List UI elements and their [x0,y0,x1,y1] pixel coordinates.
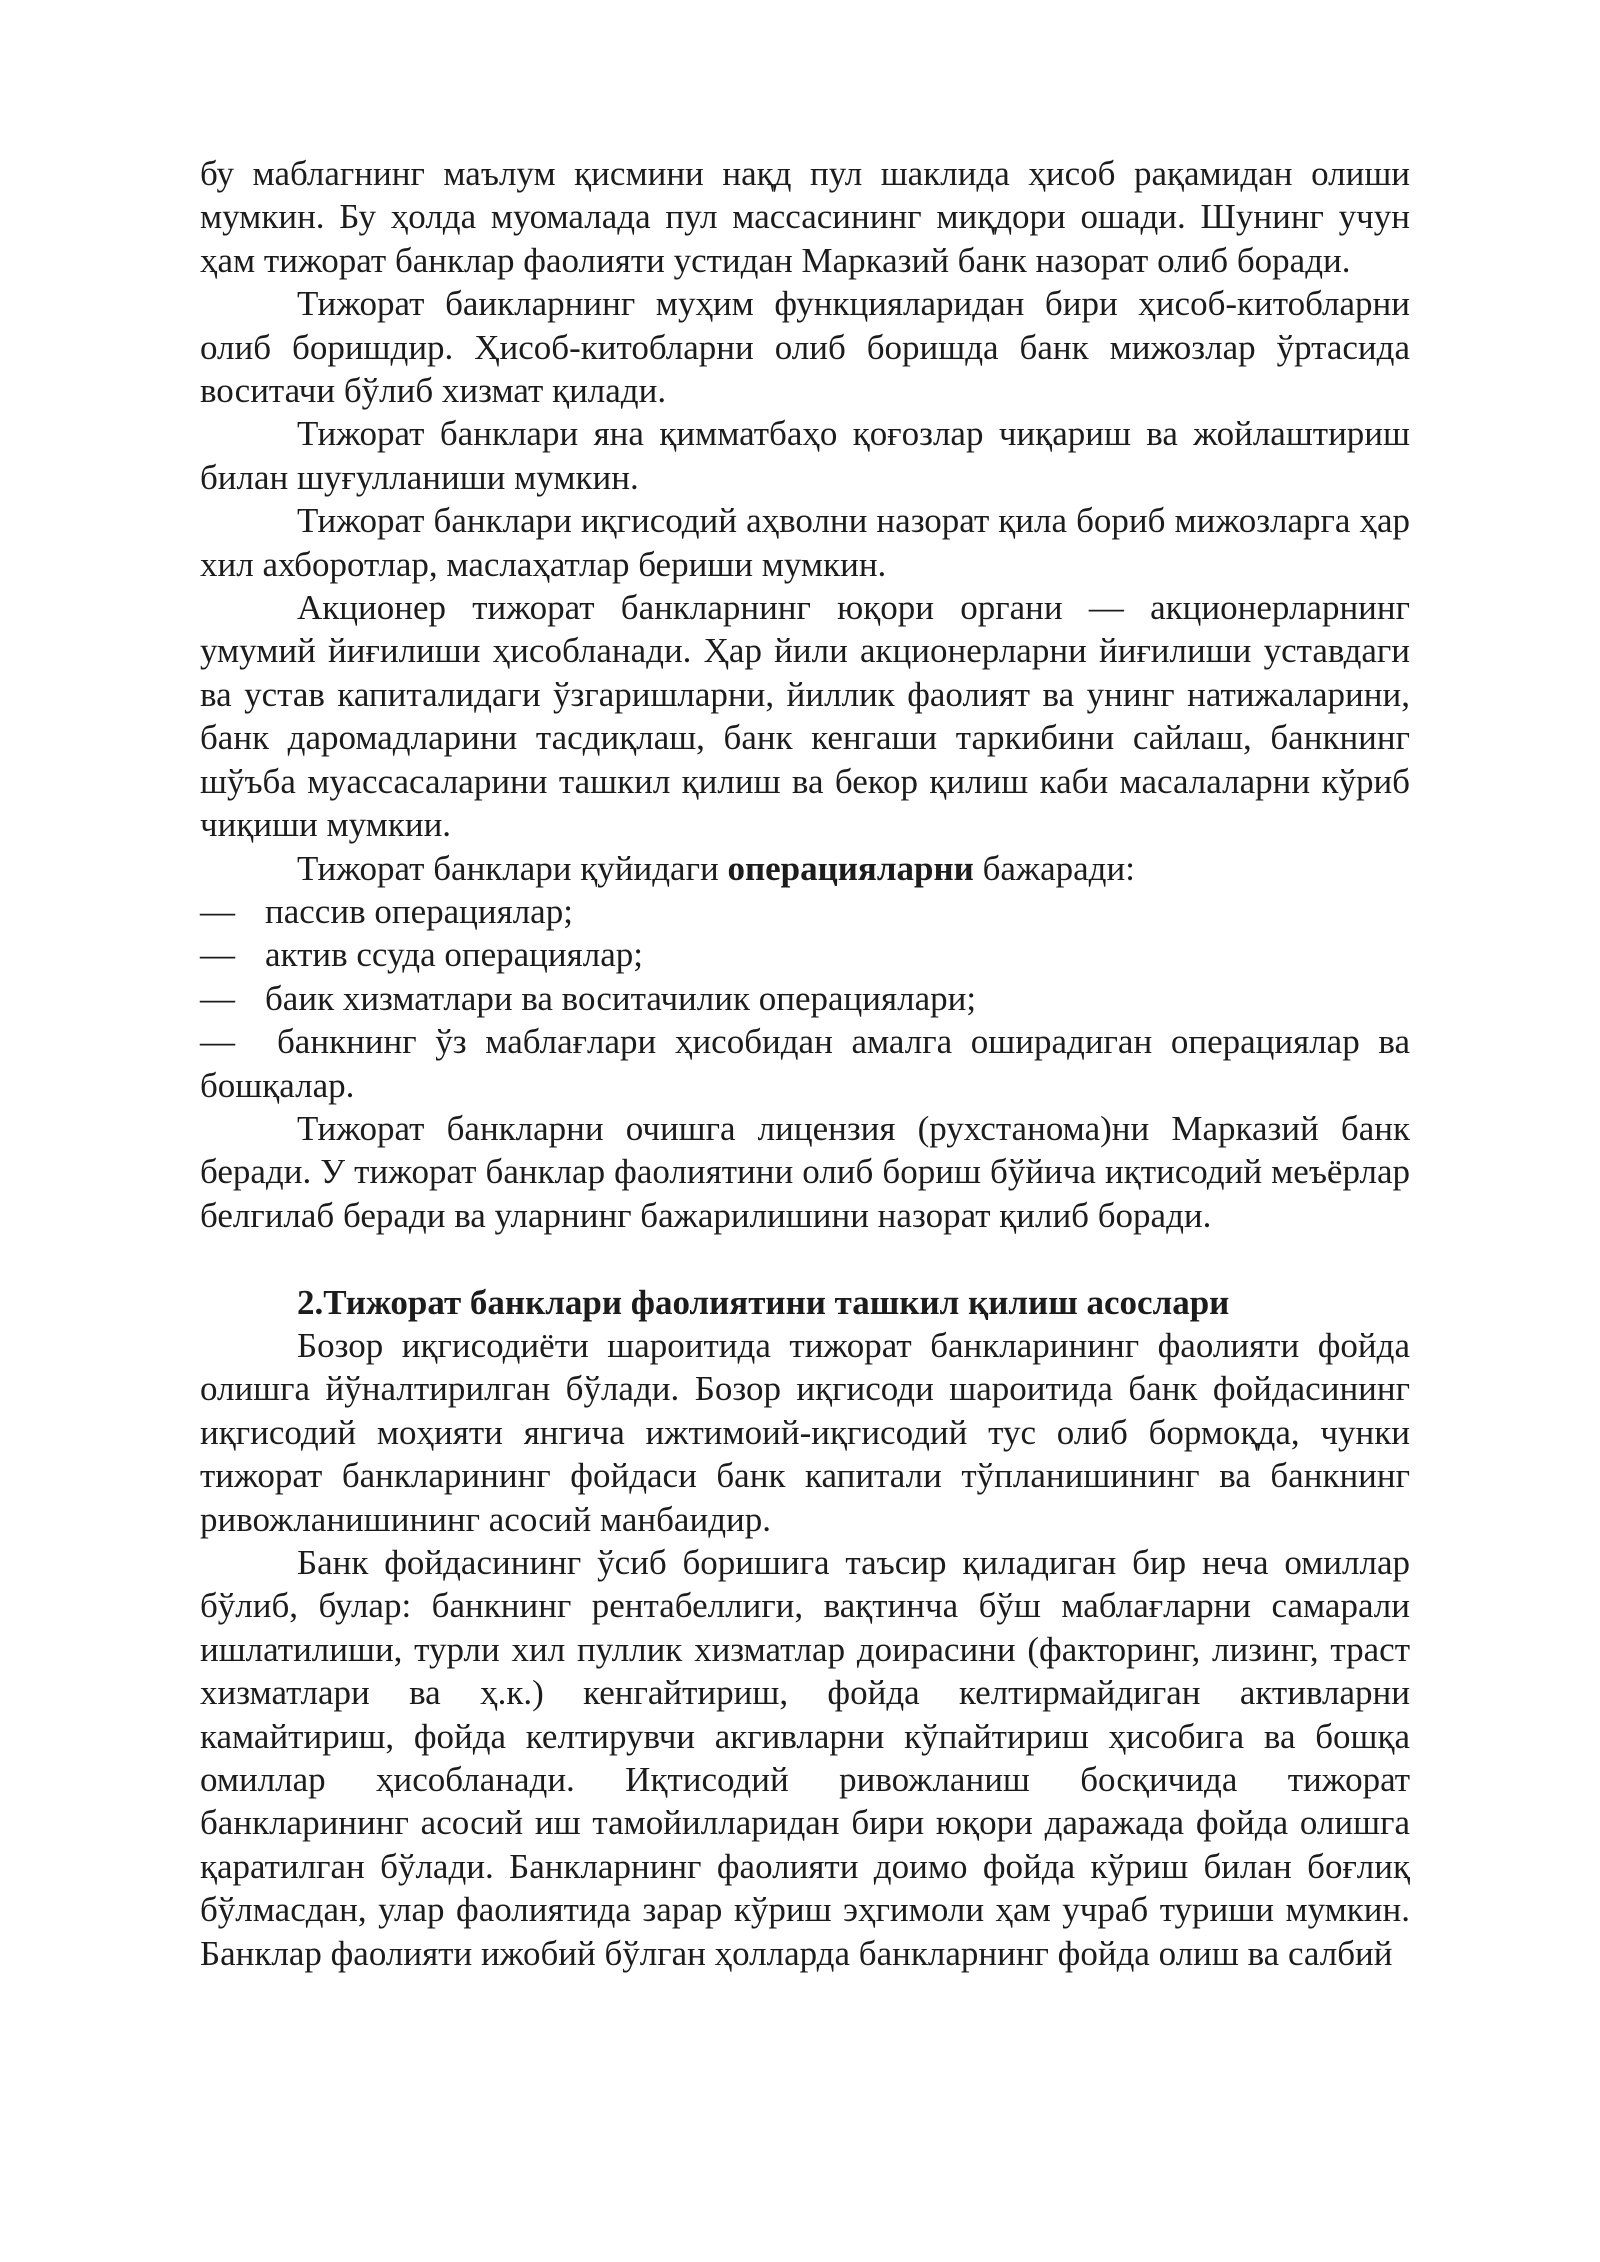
list-item-text: баик хизматлари ва воситачилик операциялари; [265,978,977,1018]
paragraph-operations-intro [200,847,1410,890]
list-item-text: пассив операциялар; [265,891,573,931]
section-heading: 2.Тижорат банклари фаолиятини ташкил қилиш асослари [297,1282,1230,1322]
intro-text-end: бажаради: [973,848,1135,888]
list-item [200,933,1410,976]
list-item [200,1020,1410,1107]
list-item-text: актив ссуда операциялар; [265,935,643,975]
blank-line [200,1237,1410,1280]
list-item-text: банкнинг ўз маблағлари ҳисобидан амалга оширадиган операциялар ва бошқалар. [200,1022,1410,1105]
dash-bullet: — [200,935,235,975]
list-item [200,890,1410,933]
dash-bullet: — [200,978,235,1018]
bold-term: операцияларни [727,848,974,888]
paragraph: Тижорат банклари иқгисодий аҳволни назорат қила бориб мижозларга ҳар хил ахборотлар, маслаҳатлар бериши мумкин. [200,501,1410,584]
paragraph: Тижорат банкларни очишга лицензия (рухстанома)ни Марказий банк беради. У тижорат банклар фаолиятини олиб бориш бўйича иқтисодий меъёрлар белгилаб беради ва уларнинг бажарилишини назорат қилиб боради. [200,1108,1410,1235]
dash-bullet: — [200,891,235,931]
document-page [200,152,1410,1975]
dash-bullet: — [200,1022,235,1062]
paragraph: Тижорат баикларнинг муҳим функцияларидан бири ҳисоб-китобларни олиб боришдир. Ҳисоб-китобларни олиб боришда банк мижозлар ўртасида воситачи бўлиб хизмат қилади. [200,284,1410,411]
paragraph: Банк фойдасининг ўсиб боришига таъсир қиладиган бир неча омиллар бўлиб, булар: банкнинг рентабеллиги, вақтинча бўш маблағларни самарали ишлатилиши, турли хил пуллик хизматлар доирасини (факторинг, лизинг, траст хизматлари ва ҳ.к.) кенгайтириш, фойда келтирмайдиган активларни камайтириш, фойда келтирувчи акгивларни кўпайтириш ҳисобига ва бошқа омиллар ҳисобланади. Иқтисодий ривожланиш босқичида тижорат банкларининг асосий иш тамойилларидан бири юқори даражада фойда олишга қаратилган бўлади. Банкларнинг фаолияти доимо фойда кўриш билан боғлиқ бўлмасдан, улар фаолиятида зарар кўриш эҳгимоли ҳам учраб туриши мумкин. Банклар фаолияти ижобий бўлган ҳолларда банкларнинг фойда олиш ва салбий [200,1542,1410,1973]
paragraph: Тижорат банклари яна қимматбаҳо қоғозлар чиқариш ва жойлаштириш билан шуғулланиши мумкин. [200,414,1410,497]
paragraph: бу маблагнинг маълум қисмини нақд пул шаклида ҳисоб рақамидан олиши мумкин. Бу ҳолда муомалада пул массасининг миқдори ошади. Шунинг учун ҳам тижорат банклар фаолияти устидан Марказий банк назорат олиб боради. [200,154,1410,280]
intro-text: Тижорат банклари қуйидаги [297,848,728,888]
paragraph: Акционер тижорат банкларнинг юқори органи — акционерларнинг умумий йиғилиши ҳисобланади. Ҳар йили акционерларни йиғилиши уставдаги ва устав капиталидаги ўзгаришларни, йиллик фаолият ва унинг натижаларини, банк даромадларини тасдиқлаш, банк кенгаши таркибини сайлаш, банкнинг шўъба муассасаларини ташкил қилиш ва бекор қилиш каби масалаларни кўриб чиқиши мумкии. [200,588,1410,845]
list-item [200,977,1410,1020]
paragraph: Бозор иқгисодиёти шароитида тижорат банкларининг фаолияти фойда олишга йўналтирилган бўлади. Бозор иқгисоди шароитида банк фойдасининг иқгисодий моҳияти янгича ижтимоий-иқгисодий тус олиб бормоқда, чунки тижорат банкларининг фойдаси банк капитали тўпланишининг ва банкнинг ривожланишининг асосий манбаидир. [200,1325,1410,1539]
